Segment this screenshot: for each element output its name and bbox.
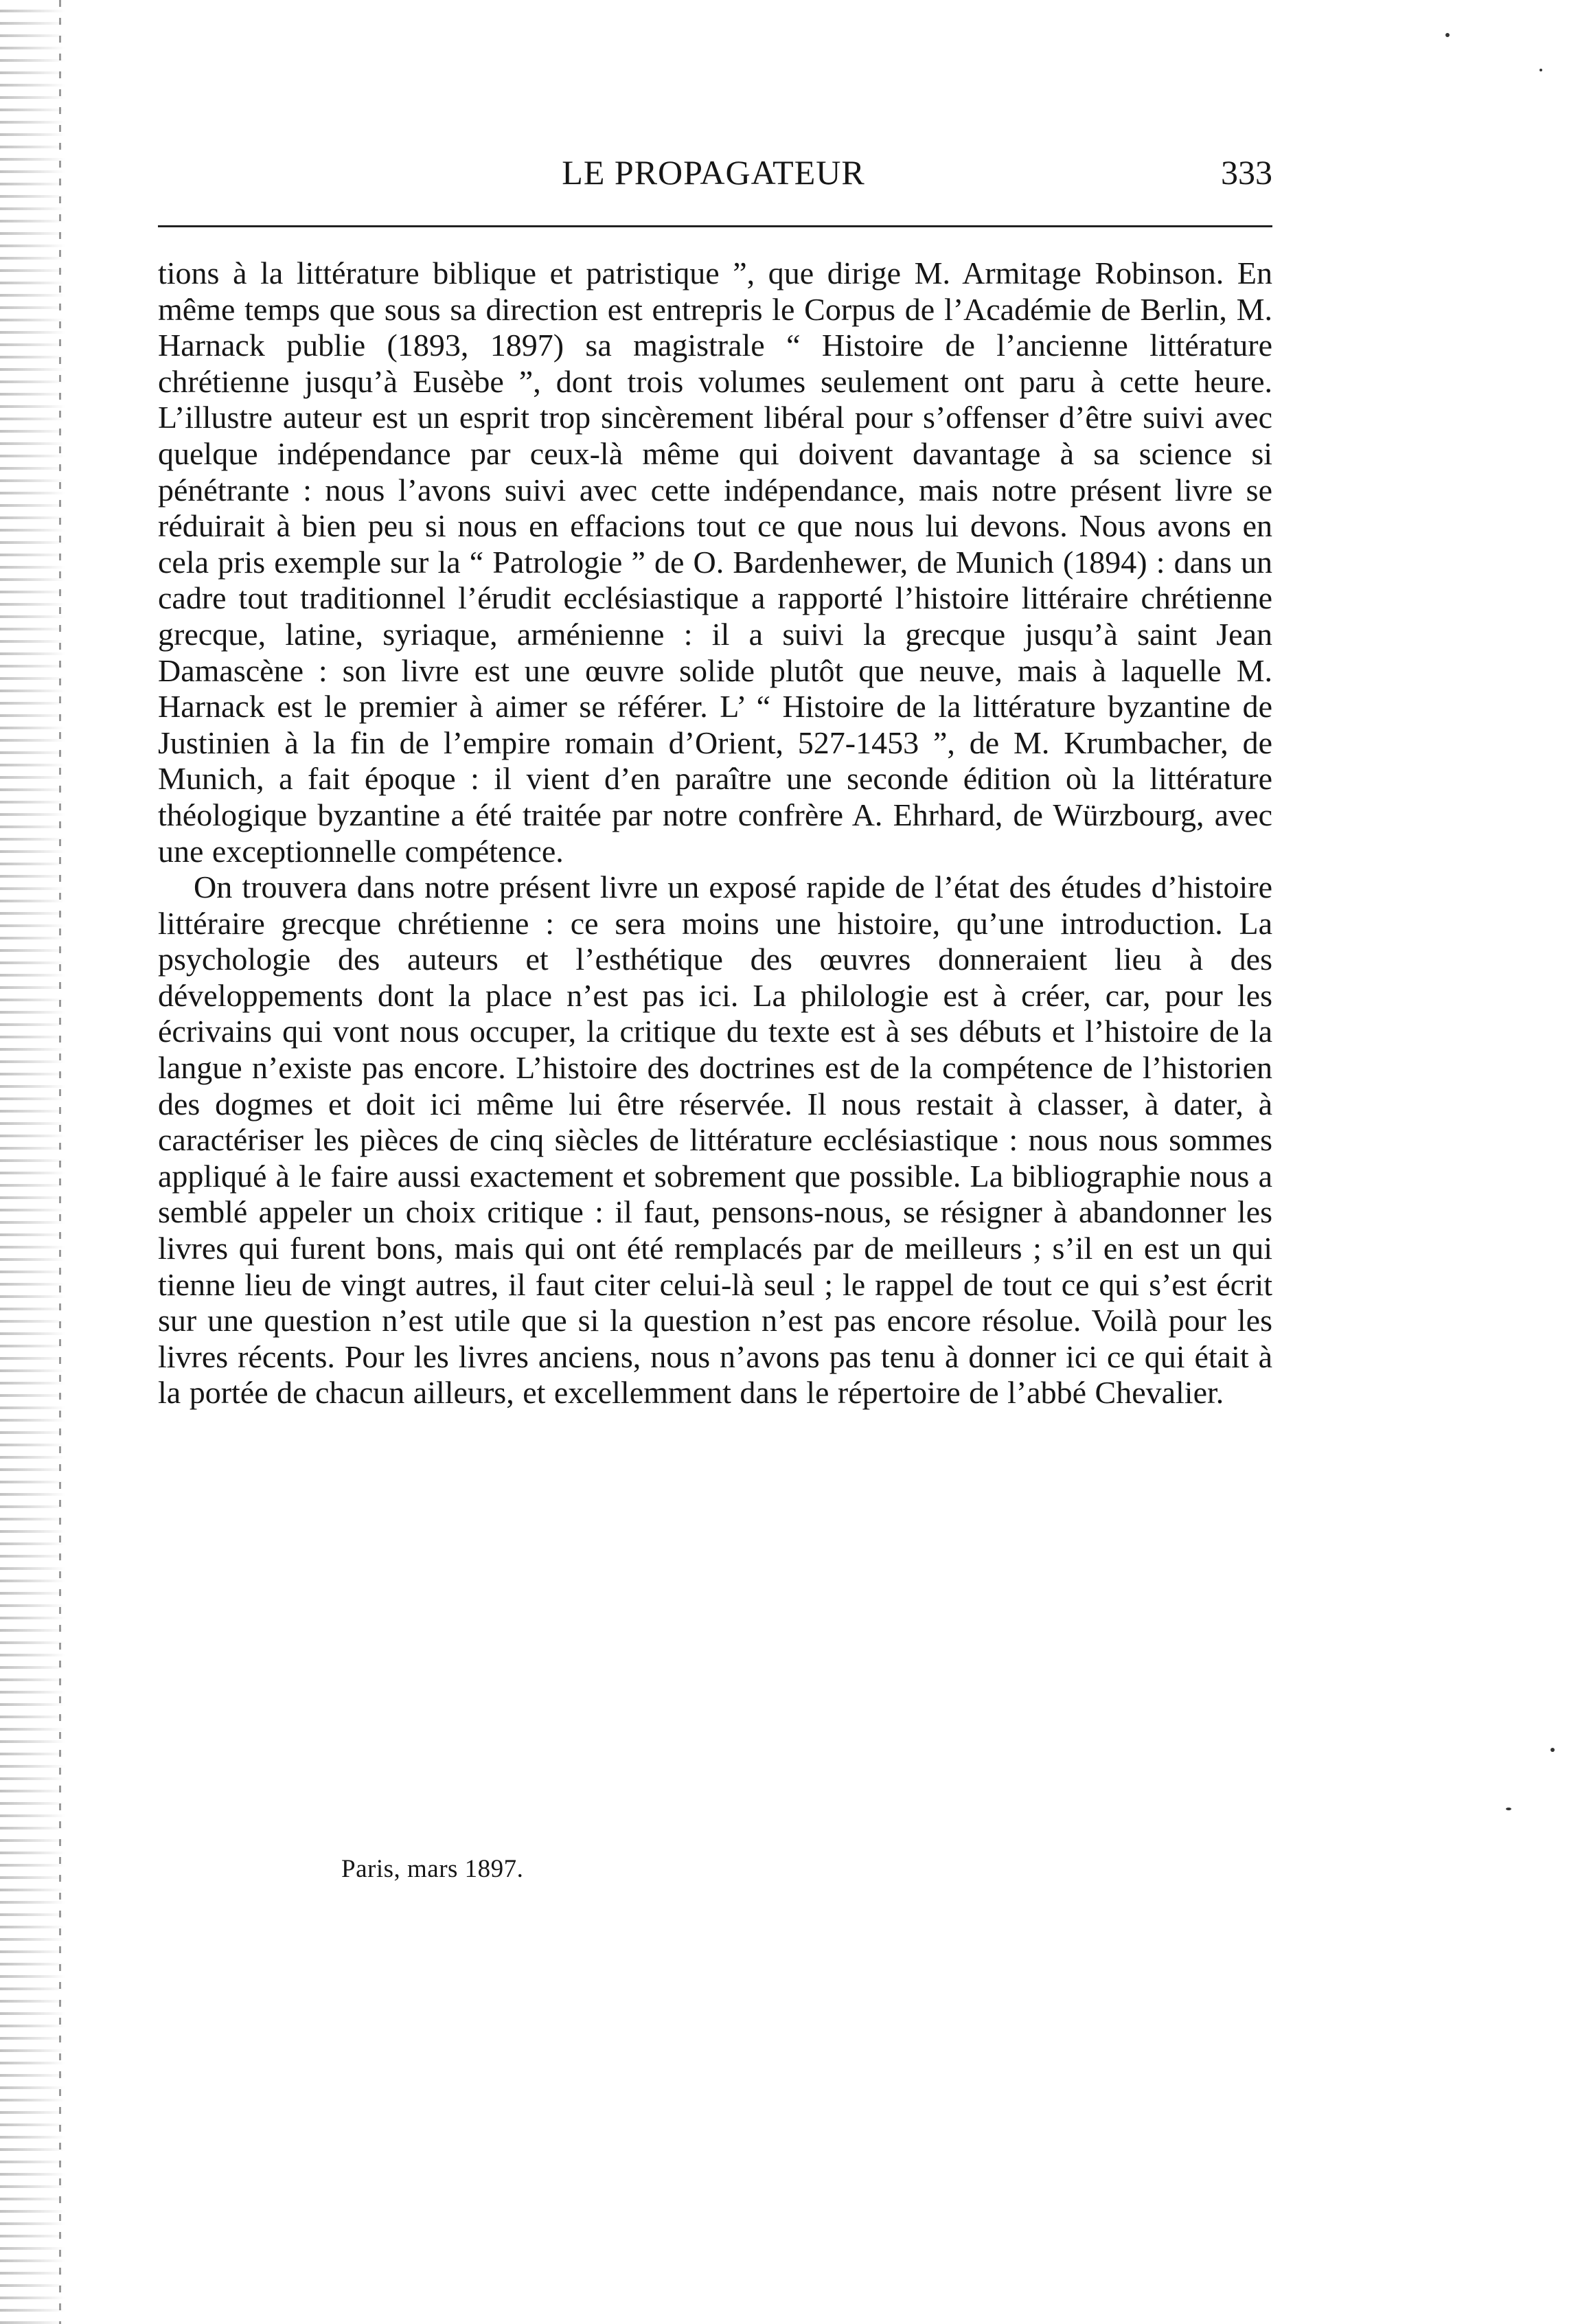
page-header xyxy=(154,148,1272,196)
scan-binding-edge xyxy=(0,0,65,2324)
page-number: 333 xyxy=(1221,153,1272,192)
header-rule xyxy=(158,225,1272,227)
running-title: LE PROPAGATEUR xyxy=(562,153,865,192)
scan-speck xyxy=(1550,1748,1555,1752)
scan-speck xyxy=(1540,69,1542,71)
signature-dateline: Paris, mars 1897. xyxy=(341,1855,524,1883)
scan-binding-line xyxy=(59,0,61,2324)
scan-speck xyxy=(1445,33,1450,37)
body-text xyxy=(158,255,1272,1411)
scan-speck xyxy=(1506,1808,1511,1810)
paragraph-1: tions à la littérature biblique et patristique ”, que dirige M. Armitage Robinson. En même temps que sous sa direction est entrepris le Corpus de l’Académie de Berlin, M. Harnack publie (1893, 1897) sa magistrale “ Histoire de l’ancienne littérature chrétienne jusqu’à Eusèbe ”, dont trois volumes seulement ont paru à cette heure. L’illustre auteur est un esprit trop sincèrement libéral pour s’offenser d’être suivi avec quelque indépendance par ceux-là même qui doivent davantage à sa science si pénétrante : nous l’avons suivi avec cette indépendance, mais notre présent livre se réduirait à bien peu si nous en effacions tout ce que nous lui devons. Nous avons en cela pris exemple sur la “ Patrologie ” de O. Bardenhewer, de Munich (1894) : dans un cadre tout traditionnel l’érudit ecclésiastique a rapporté l’histoire littéraire chrétienne grecque, latine, syriaque, arménienne : il a suivi la grecque jusqu’à saint Jean Damascène : son livre est une œuvre solide plutôt que neuve, mais à laquelle M. Harnack est le premier à aimer se référer. L’ “ Histoire de la littérature byzantine de Justinien à la fin de l’empire romain d’Orient, 527-1453 ”, de M. Krumbacher, de Munich, a fait époque : il vient d’en paraître une seconde édition où la littérature théologique byzantine a été traitée par notre confrère A. Ehrhard, de Würzbourg, avec une exceptionnelle compétence. xyxy=(158,255,1272,869)
paragraph-2: On trouvera dans notre présent livre un exposé rapide de l’état des études d’histoire littéraire grecque chrétienne : ce sera moins une histoire, qu’une introduction. La psychologie des auteurs et l’esthétique des œuvres donneraient lieu à des développements dont la place n’est pas ici. La philologie est à créer, car, pour les écrivains qui vont nous occuper, la critique du texte est à ses débuts et l’histoire de la langue n’existe pas encore. L’histoire des doctrines est de la compétence de l’historien des dogmes et doit ici même lui être réservée. Il nous restait à classer, à dater, à caractériser les pièces de cinq siècles de littérature ecclésiastique : nous nous sommes appliqué à le faire aussi exactement et sobrement que possible. La bibliographie nous a semblé appeler un choix critique : il faut, pensons-nous, se résigner à abandonner les livres qui furent bons, mais qui ont été remplacés par de meilleurs ; s’il en est un qui tienne lieu de vingt autres, il faut citer celui-là seul ; le rappel de tout ce qui s’est écrit sur une question n’est utile que si la question n’est pas encore résolue. Voilà pour les livres récents. Pour les livres anciens, nous n’avons pas tenu à donner ici ce qui était à la portée de chacun ailleurs, et excellemment dans le répertoire de l’abbé Chevalier. xyxy=(158,869,1272,1411)
